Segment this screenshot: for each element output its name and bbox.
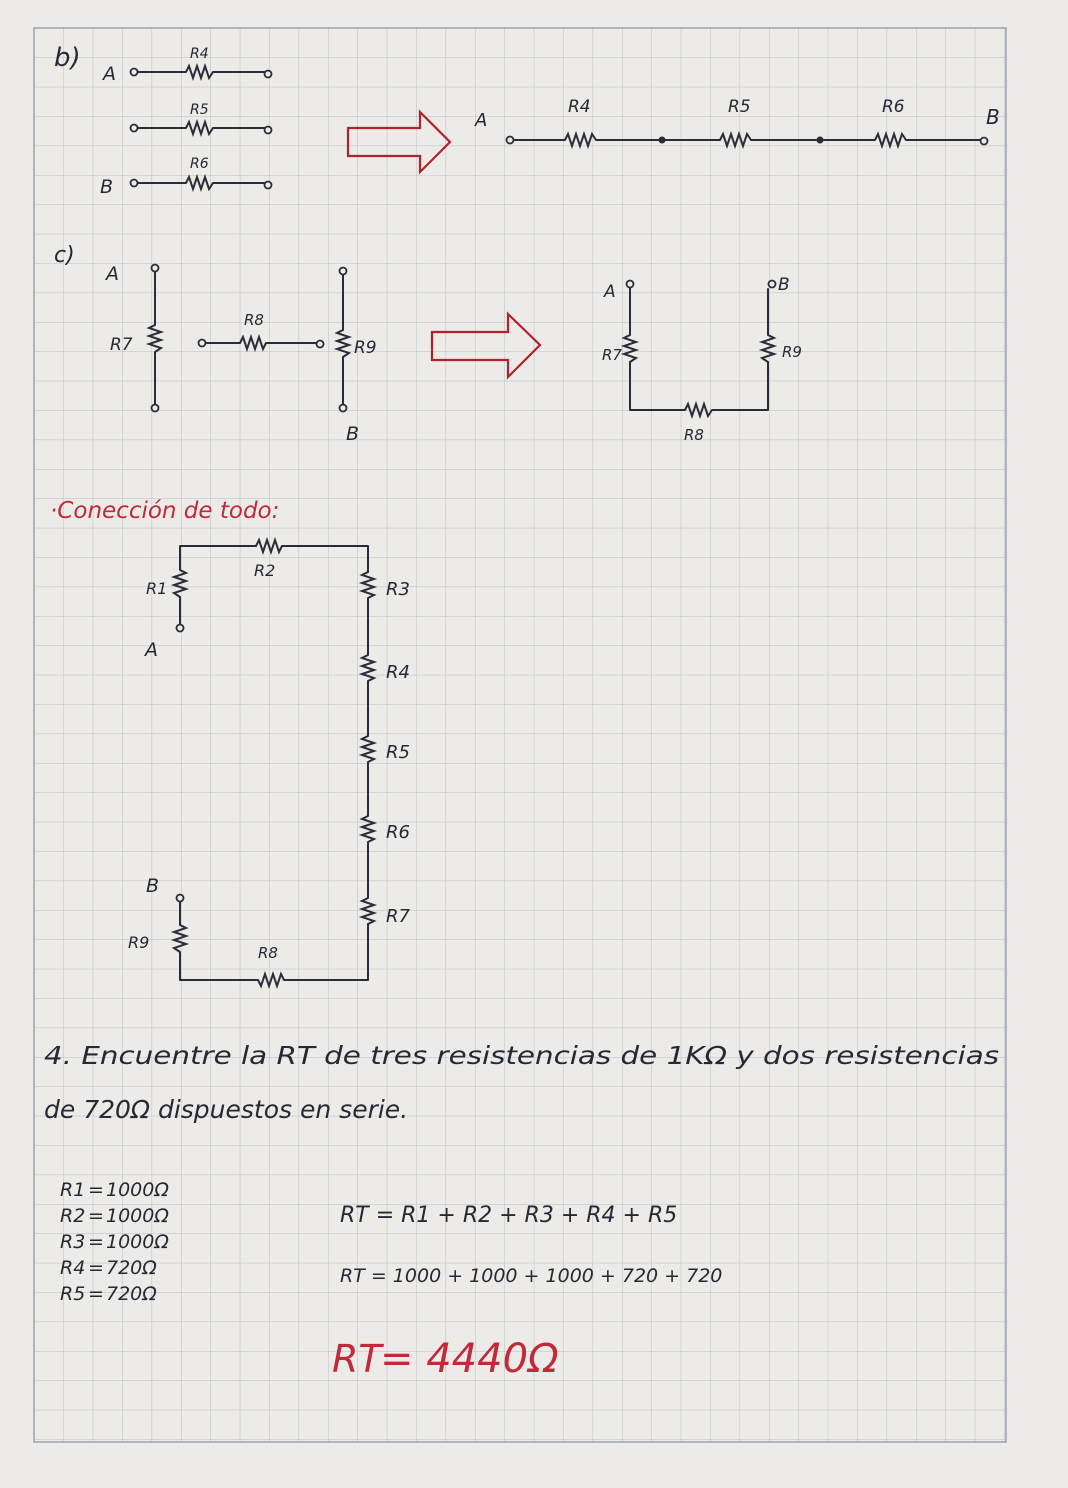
- resistor-r4-label: R4: [386, 662, 410, 683]
- section-c-label: c): [54, 243, 75, 268]
- value-r1-name: R1: [60, 1179, 86, 1201]
- node-b-label: B: [146, 875, 160, 897]
- resistance-values-list: [60, 1179, 169, 1305]
- resistor-r6-label: R6: [386, 822, 410, 843]
- svg-text:=: =: [88, 1257, 104, 1279]
- problem-4-statement-line-2: de 720Ω dispuestos en serie.: [44, 1095, 409, 1124]
- resistor-r9-label: R9: [782, 343, 802, 361]
- resistor-r7-label: R7: [602, 346, 622, 364]
- value-r2: 1000Ω: [106, 1205, 169, 1227]
- value-r4: 720Ω: [106, 1257, 157, 1279]
- value-r5-name: R5: [60, 1283, 86, 1305]
- value-r5: 720Ω: [106, 1283, 157, 1305]
- resistor-r9-label: R9: [354, 338, 377, 358]
- value-r3-name: R3: [60, 1231, 86, 1253]
- value-r1: 1000Ω: [106, 1179, 169, 1201]
- total-resistance-formula: RT = R1 + R2 + R3 + R4 + R5: [340, 1203, 678, 1228]
- node-b-label: B: [778, 275, 790, 295]
- resistor-r1-label: R1: [146, 579, 168, 598]
- resistor-r4-label: R4: [190, 46, 209, 62]
- resistor-r5-label: R5: [190, 102, 209, 118]
- resistor-r7-label: R7: [386, 906, 410, 927]
- resistor-r8-label: R8: [684, 426, 704, 444]
- node-b-label: B: [986, 105, 1000, 129]
- resistor-r9-label: R9: [128, 933, 150, 952]
- problem-4-statement-line-1: 4. Encuentre la RT de tres resistencias de 1KΩ y dos resistencias: [44, 1041, 999, 1070]
- value-r3: 1000Ω: [106, 1231, 169, 1253]
- node-a-label: A: [106, 263, 119, 285]
- value-r2-name: R2: [60, 1205, 86, 1227]
- node-a-label: A: [604, 282, 616, 302]
- svg-text:=: =: [88, 1205, 104, 1227]
- node-a-label: A: [103, 63, 116, 85]
- svg-text:=: =: [88, 1179, 104, 1201]
- resistor-r3-label: R3: [386, 579, 410, 600]
- resistor-r6-label: R6: [190, 156, 209, 172]
- full-connection-heading: ·Conección de todo:: [50, 498, 280, 524]
- resistor-r2-label: R2: [254, 561, 276, 580]
- total-resistance-substitution: RT = 1000 + 1000 + 1000 + 720 + 720: [340, 1265, 723, 1287]
- resistor-r5-label: R5: [386, 742, 410, 763]
- section-b-label: b): [54, 43, 81, 73]
- grid-area: [34, 28, 1006, 1442]
- resistor-r5-label: R5: [728, 97, 751, 117]
- result-value: = 4440Ω: [380, 1336, 559, 1382]
- resistor-r8-label: R8: [244, 311, 264, 329]
- resistor-r7-label: R7: [110, 335, 133, 355]
- resistor-r8-label: R8: [258, 944, 278, 962]
- node-a-label: A: [145, 639, 158, 661]
- resistor-r4-label: R4: [568, 97, 591, 117]
- resistor-r6-label: R6: [882, 97, 905, 117]
- svg-text:=: =: [88, 1231, 104, 1253]
- value-r4-name: R4: [60, 1257, 86, 1279]
- node-b-label: B: [100, 176, 114, 198]
- svg-text:=: =: [88, 1283, 104, 1305]
- node-a-label: A: [475, 110, 488, 131]
- result-label: RT: [332, 1337, 382, 1381]
- node-b-label: B: [346, 423, 360, 445]
